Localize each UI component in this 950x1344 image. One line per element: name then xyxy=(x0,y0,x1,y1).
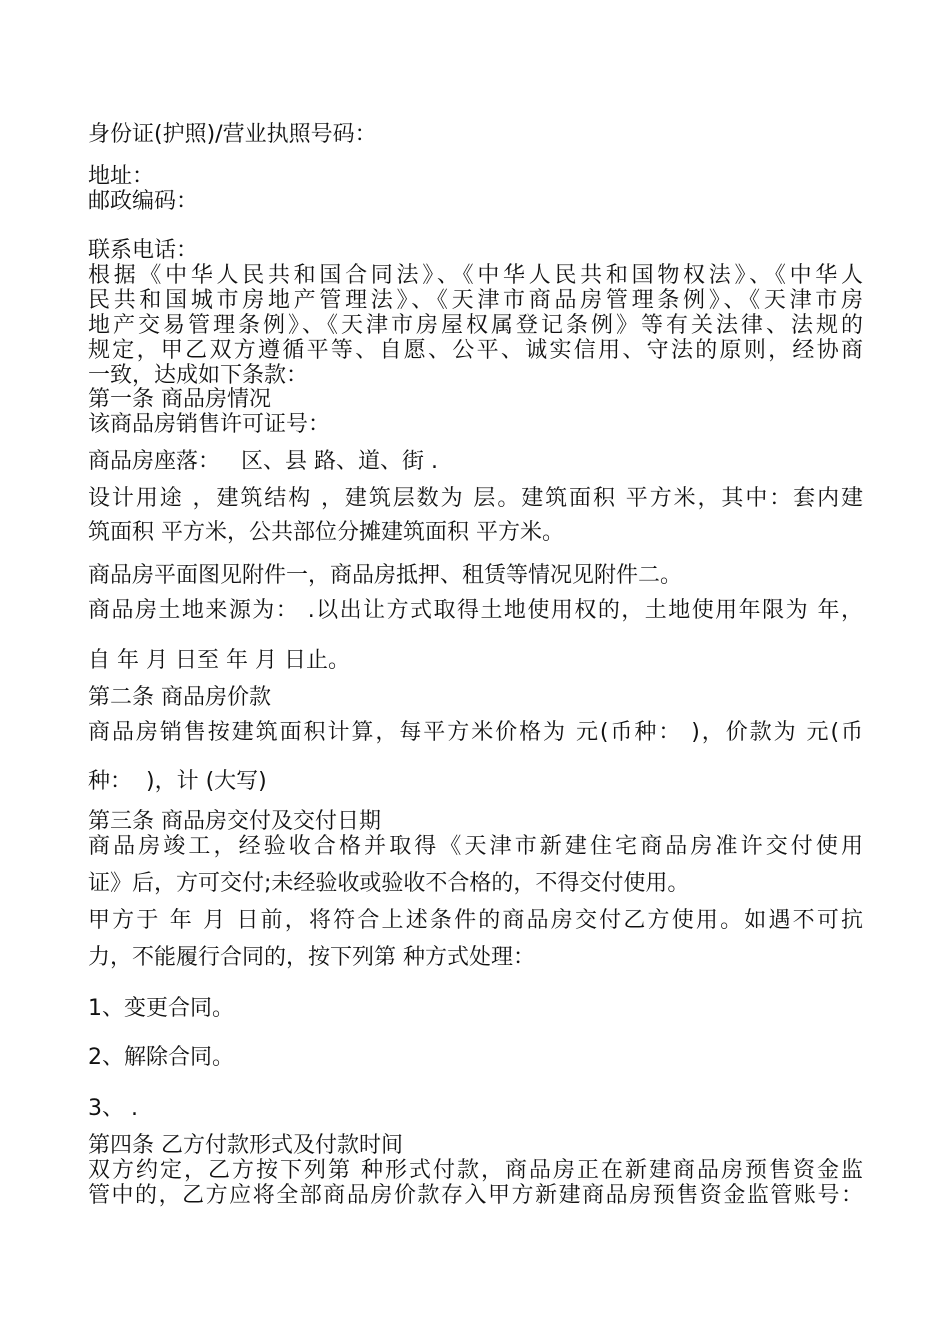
preamble-line: 民共和国城市房地产管理法》、《天津市商品房管理条例》、《天津市房 xyxy=(88,288,863,313)
option-item: 3、 . xyxy=(88,1096,138,1121)
price-line: 种： )，计 (大写) xyxy=(88,769,267,794)
sales-permit-line: 该商品房销售许可证号： xyxy=(88,412,331,437)
delivery-date-line: 甲方于 年 月 日前，将符合上述条件的商品房交付乙方使用。如遇不可抗 xyxy=(88,908,863,933)
preamble-line: 规定，甲乙双方遵循平等、自愿、公平、诚实信用、守法的原则，经协商 xyxy=(88,338,863,363)
delivery-line: 商品房竣工，经验收合格并取得《天津市新建住宅商品房准许交付使用 xyxy=(88,834,863,859)
delivery-line: 证》后，方可交付;未经验收或验收不合格的，不得交付使用。 xyxy=(88,871,690,896)
article-3-heading: 第三条 商品房交付及交付日期 xyxy=(88,809,381,834)
floor-plan-line: 商品房平面图见附件一，商品房抵押、租赁等情况见附件二。 xyxy=(88,563,683,588)
article-4-heading: 第四条 乙方付款形式及付款时间 xyxy=(88,1133,403,1158)
delivery-date-line: 力，不能履行合同的，按下列第 种方式处理： xyxy=(88,945,535,970)
price-line: 商品房销售按建筑面积计算，每平方米价格为 元(币种： )，价款为 元(币 xyxy=(88,720,863,745)
payment-line: 双方约定，乙方按下列第 种形式付款，商品房正在新建商品房预售资金监 xyxy=(88,1158,863,1183)
payment-line: 管中的，乙方应将全部商品房价款存入甲方新建商品房预售资金监管账号： xyxy=(88,1183,863,1208)
article-1-heading: 第一条 商品房情况 xyxy=(88,387,271,412)
preamble-line: 根据《中华人民共和国合同法》、《中华人民共和国物权法》、《中华人 xyxy=(88,263,863,288)
postal-code-label: 邮政编码： xyxy=(88,189,199,214)
option-item: 2、解除合同。 xyxy=(88,1045,234,1070)
preamble-line: 地产交易管理条例》、《天津市房屋权属登记条例》等有关法律、法规的 xyxy=(88,313,863,338)
address-label: 地址： xyxy=(88,164,155,189)
land-term-line: 自 年 月 日至 年 月 日止。 xyxy=(88,648,350,673)
design-use-line: 筑面积 平方米，公共部位分摊建筑面积 平方米。 xyxy=(88,520,564,545)
preamble-line: 一致，达成如下条款： xyxy=(88,363,309,388)
location-line: 商品房座落： 区、县 路、道、街 . xyxy=(88,449,438,474)
design-use-line: 设计用途 ，建筑结构 ，建筑层数为 层。建筑面积 平方米，其中：套内建 xyxy=(88,486,863,511)
phone-label: 联系电话： xyxy=(88,238,199,263)
id-number-label: 身份证(护照)/营业执照号码： xyxy=(88,122,377,147)
article-2-heading: 第二条 商品房价款 xyxy=(88,685,271,710)
land-source-line: 商品房土地来源为： .以出让方式取得土地使用权的，土地使用年限为 年， xyxy=(88,598,863,623)
option-item: 1、变更合同。 xyxy=(88,996,234,1021)
